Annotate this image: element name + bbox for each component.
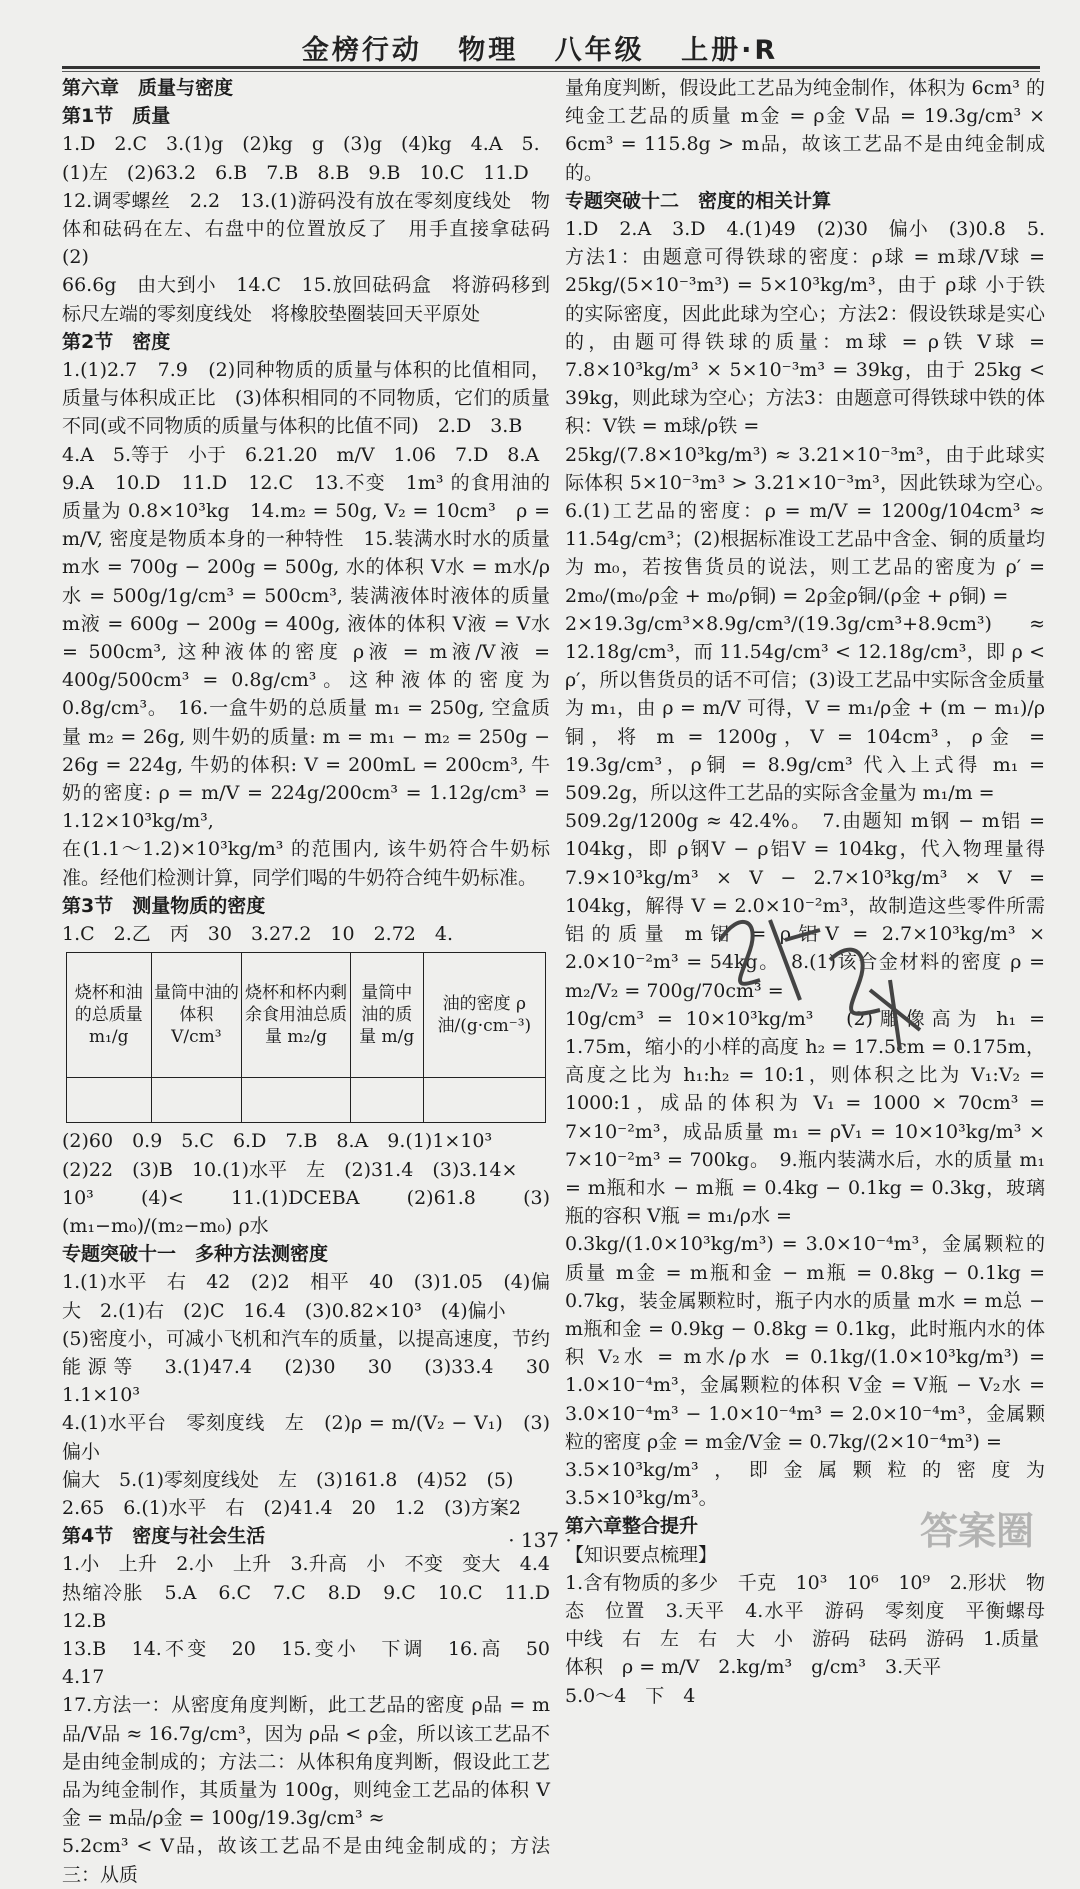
topic-11-title: 专题突破十一 多种方法测密度 (62, 1243, 329, 1266)
table-header-cell: 油的密度 ρ油/(g·cm⁻³) (423, 953, 545, 1078)
chapter-review-title: 第六章整合提升 (565, 1515, 699, 1538)
handwriting-scribble (690, 880, 930, 1080)
answer-line: 1.D 2.C 3.(1)g (2)kg g (3)g (4)kg 4.A 5. (62, 133, 540, 156)
answer-line: (2)60 0.9 5.C 6.D 7.B 8.A 9.(1)1×10³ (62, 1130, 493, 1153)
answer-paragraph: 量角度判断，假设此工艺品为纯金制作，体积为 6cm³ 的纯金工艺品的质量 m金 = ρ金 V品 = 19.3g/cm³ × 6cm³ = 115.8g > m品，故该工艺品不是由纯金制成的。 (565, 77, 1045, 184)
table-cell (242, 1078, 351, 1123)
header-grade: 八年级 (554, 35, 645, 66)
answer-line: 在(1.1～1.2)×10³kg/m³ 的范围内, 该牛奶符合牛奶标准。经他们检测计算，同学们喝的牛奶符合纯牛奶标准。 (62, 838, 550, 889)
running-header (0, 28, 1080, 67)
answer-paragraph: 2×19.3g/cm³×8.9g/cm³/(19.3g/cm³+8.9cm³) ≈ 12.18g/cm³，而 11.54g/cm³ < 12.18g/cm³，即 ρ < ρ′，所以售货员的话不可信；(3)设工艺品中实际含金质量为 m₁，由 ρ = m/V 可得，V = m₁/ρ金 + (m − m₁)/ρ铜，将 m = 1200g，V = 104cm³，ρ金 = 19.3g/cm³，ρ铜 = 8.9g/cm³ 代入上式得 m₁ = 509.2g，所以这件工艺品的实际含金量为 m₁/m = (565, 612, 1045, 805)
answer-line: 3.5×10³kg/m³，即金属颗粒的密度为 3.5×10³kg/m³。 (565, 1458, 1045, 1510)
table-header-cell: 烧杯和油的总质量 m₁/g (67, 953, 152, 1078)
watermark-logo: 答案圈 (920, 1509, 1035, 1553)
answer-paragraph: 509.2g/1200g ≈ 42.4%。 7.由题知 m钢 − m铝 = 104kg，即 ρ钢V − ρ铝V = 104kg，代入物理量得 7.9×10³kg/m³ × V − 2.7×10³kg/m³ × V = 104kg，解得 V = 2.0×10⁻²m³，故制造这些零件所需铝的质量 m铝 = ρ铝V = 2.7×10³kg/m³ × 2.0×10⁻²m³ = 54kg。 8.(1)该合金材料的密度 ρ = m₂/V₂ = 700g/70cm³ = (565, 810, 1045, 1002)
answer-line: 1.(1)2.7 7.9 (2)同种物质的质量与体积的比值相同，质量与体积成正比 (3)体积相同的不同物质，它们的质量不同(或不同物质的质量与体积的比值不同) 2.D 3.B (62, 359, 550, 438)
table-cell (67, 1078, 152, 1123)
answer-paragraph: 25kg/(7.8×10³kg/m³) ≈ 3.21×10⁻³m³，由于此球实际体积 5×10⁻³m³ > 3.21×10⁻³m³，因此铁球为空心。 6.(1)工艺品的密度：ρ = m/V = 1200g/104cm³ ≈ 11.54g/cm³；(2)根据标准设工艺品中含金、铜的质量均为 m₀，若按售货员的说法，则工艺品的密度为 ρ′ = 2m₀/(m₀/ρ金 + m₀/ρ铜) = 2ρ金ρ铜/(ρ金 + ρ铜) = (565, 443, 1065, 607)
table-header-cell: 量筒中油的质量 m/g (350, 953, 423, 1078)
answer-line: 1.C 2.乙 丙 30 3.27.2 10 2.72 4. (62, 923, 454, 946)
oil-density-table (66, 952, 546, 1123)
answer-paragraph: 0.3kg/(1.0×10³kg/m³) = 3.0×10⁻⁴m³，金属颗粒的质量 m金 = m瓶和金 − m瓶 = 0.8kg − 0.1kg = 0.7kg，装金属颗粒时，瓶子内水的质量 m水 = m总 − m瓶和金 = 0.9kg − 0.8kg = 0.1kg，此时瓶内水的体积 V₂水 = m水/ρ水 = 0.1kg/(1.0×10³kg/m³) = 1.0×10⁻⁴m³，金属颗粒的体积 V金 = V瓶 − V₂水 = 3.0×10⁻⁴m³ − 1.0×10⁻⁴m³ = 2.0×10⁻⁴m³，金属颗粒的密度 ρ金 = m金/V金 = 0.7kg/(2×10⁻⁴m³) = (565, 1233, 1045, 1453)
table-header-cell: 量筒中油的体积 V/cm³ (151, 953, 242, 1078)
answer-line: 1.小 上升 2.小 上升 3.升高 小 不变 变大 4.4 热缩冷胀 5.A 6.C 7.C 8.D 9.C 10.C 11.D 12.B (62, 1553, 570, 1632)
section-1-title: 第1节 质量 (62, 105, 171, 128)
section-3-title: 第3节 测量物质的密度 (62, 894, 266, 917)
header-rule-thin (62, 71, 1040, 72)
table-cell (423, 1078, 545, 1123)
answer-line: 10³ (4)< 11.(1)DCEBA (2)61.8 (3) (m₁−m₀)/(m₂−m₀) ρ水 (62, 1186, 550, 1237)
left-column (62, 74, 570, 1889)
answer-line: 偏大 5.(1)零刻度线处 左 (3)161.8 (4)52 (5) (62, 1468, 514, 1491)
table-cell (151, 1078, 242, 1123)
answer-line: 1.含有物质的多少 千克 10³ 10⁶ 10⁹ 2.形状 物态 位置 3.天平 4.水平 游码 零刻度 平衡螺母 中线 右 左 右 大 小 游码 砝码 游码 1.质量 (565, 1571, 1065, 1651)
page-number: · 137 · (508, 1528, 572, 1552)
answer-paragraph: 9.A 10.D 11.D 12.C 13.不变 1m³ 的食用油的质量为 0.8×10³kg 14.m₂ = 50g, V₂ = 10cm³ ρ = m/V, 密度是物质本身的一种特性 15.装满水时水的质量 m水 = 700g − 200g = 500g, 水的体积 V水 = m水/ρ水 = 500g/1g/cm³ = 500cm³, 装满液体时液体的质量 m液 = 600g − 200g = 400g, 液体的体积 V液 = V水 = 500cm³, 这种液体的密度 ρ液 = m液/V液 = 400g/500cm³ = 0.8g/cm³。这种液体的密度为 0.8g/cm³。 16.一盒牛奶的总质量 m₁ = 250g, 空盒质量 m₂ = 26g, 则牛奶的质量: m = m₁ − m₂ = 250g − 26g = 224g, 牛奶的体积: V = 200mL = 200cm³, 牛奶的密度: ρ = m/V = 224g/200cm³ = 1.12g/cm³ = 1.12×10³kg/m³, (62, 471, 550, 833)
answer-line: 体积 ρ = m/V 2.kg/m³ g/cm³ 3.天平 (565, 1656, 942, 1679)
table-header-cell: 烧杯和杯内剩余食用油总质量 m₂/g (242, 953, 351, 1078)
answer-line: 4.A 5.等于 小于 6.21.20 m/V 1.06 7.D 8.A (62, 443, 540, 466)
answer-line: (2)22 (3)B 10.(1)水平 左 (2)31.4 (3)3.14× (62, 1158, 518, 1181)
header-subject: 物理 (458, 35, 519, 66)
answer-line: 12.调零螺丝 2.2 13.(1)游码没有放在零刻度线处 物体和砝码在左、右盘中的位置放反了 用手直接拿砝码 (2) (62, 189, 570, 269)
section-2-title: 第2节 密度 (62, 330, 171, 353)
header-volume: 上册·R (681, 35, 779, 66)
table-cell (350, 1078, 423, 1123)
answer-paragraph: 1.D 2.A 3.D 4.(1)49 (2)30 偏小 (3)0.8 5.方法1：由题意可得铁球的密度：ρ球 = m球/V球 = 25kg/(5×10⁻³m³) = 5×10³kg/m³，由于 ρ球 小于铁的实际密度，因此此球为空心；方法2：假设铁球是实心的，由题可得铁球的质量：m球 = ρ铁 V球 = 7.8×10³kg/m³ × 5×10⁻³m³ = 39kg，由于 25kg < 39kg，则此球为空心；方法3：由题意可得铁球中铁的体积：V铁 = m球/ρ铁 = (565, 218, 1045, 438)
answer-line: 4.(1)水平台 零刻度线 左 (2)ρ = m/(V₂ − V₁) (3)偏小 (62, 1412, 550, 1463)
header-rule (62, 66, 1040, 69)
answer-line: 5.2cm³ < V品，故该工艺品不是由纯金制成的；方法三：从质 (62, 1835, 550, 1886)
topic-12-title: 专题突破十二 密度的相关计算 (565, 189, 832, 212)
knowledge-label: 【知识要点梳理】 (565, 1543, 718, 1566)
answer-line: 5.0～4 下 4 (565, 1684, 696, 1707)
answer-line: (1)左 (2)63.2 6.B 7.B 8.B 9.B 10.C 11.D (62, 161, 529, 184)
answer-line: 13.B 14.不变 20 15.变小 下调 16.高 50 4.17 (62, 1637, 570, 1689)
chapter-title: 第六章 质量与密度 (62, 77, 234, 99)
answer-paragraph: 17.方法一：从密度角度判断，此工艺品的密度 ρ品 = m品/V品 ≈ 16.7g/cm³，因为 ρ品 < ρ金，所以该工艺品不是由纯金制成的；方法二：从体积角度判断，假设此工艺品为纯金制作，其质量为 100g，则纯金工艺品的体积 V金 = m品/ρ金 = 100g/19.3g/cm³ ≈ (62, 1694, 550, 1830)
header-series: 金榜行动 (301, 35, 422, 66)
answer-paragraph: 10g/cm³ = 10×10³kg/m³ (2)雕像高为 h₁ = 1.75m，缩小的小样的高度 h₂ = 17.5cm = 0.175m，高度之比为 h₁:h₂ = 10:1，则体积之比为 V₁:V₂ = 1000:1，成品的体积为 V₁ = 1000 × 70cm³ = 7×10⁻²m³，成品质量 m₁ = ρV₁ = 10×10³kg/m³ × 7×10⁻²m³ = 700kg。 9.瓶内装满水后，水的质量 m₁ = m瓶和水 − m瓶 = 0.4kg − 0.1kg = 0.3kg，玻璃瓶的容积 V瓶 = m₁/ρ水 = (565, 1007, 1045, 1228)
answer-line: 2.65 6.(1)水平 右 (2)41.4 20 1.2 (3)方案2 (62, 1496, 521, 1519)
answer-line: 66.6g 由大到小 14.C 15.放回砝码盒 将游码移到标尺左端的零刻度线处 将橡胶垫圈装回天平原处 (62, 274, 550, 325)
answer-line: (5)密度小，可减小飞机和汽车的质量，以提高速度，节约能源等 3.(1)47.4 (2)30 30 (3)33.4 30 1.1×10³ (62, 1327, 570, 1407)
answer-line: 1.(1)水平 右 42 (2)2 相平 40 (3)1.05 (4)偏大 2.(1)右 (2)C 16.4 (3)0.82×10³ (4)偏小 (62, 1271, 550, 1322)
section-4-title: 第4节 密度与社会生活 (62, 1525, 266, 1548)
